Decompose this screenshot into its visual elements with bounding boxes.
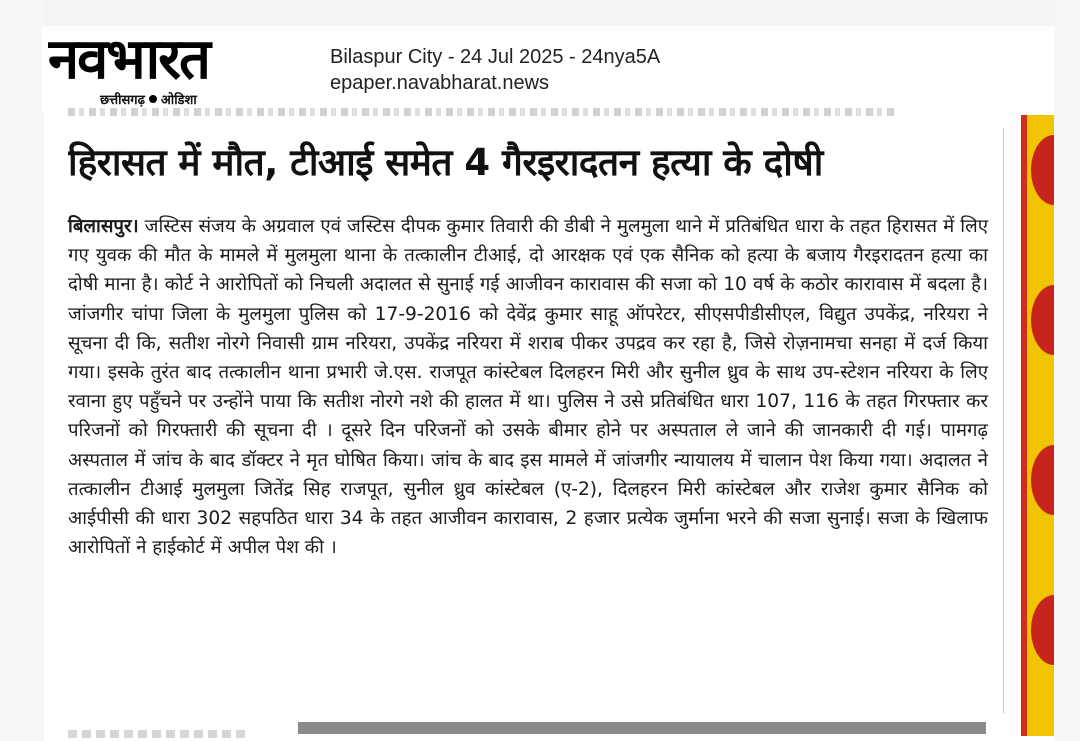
ad-red-shape <box>1031 135 1054 205</box>
next-article-cut-text <box>68 730 248 738</box>
bullet-dot-icon <box>149 95 157 103</box>
ad-red-shape <box>1031 285 1054 355</box>
article-body-text: जस्टिस संजय के अग्रवाल एवं जस्टिस दीपक कुमार तिवारी की डीबी ने मुलमुला थाने में प्रतिबंधित धारा के तहत हिरासत में लिए गए युवक की मौत के मामले में मुलमुला थाना के तत्कालीन टीआई, दो आरक्षक एवं एक सैनिक को हत्या के बजाय गैरइरादतन हत्या का दोषी माना है। कोर्ट ने आरोपितों को निचली अदालत से सुनाई गई आजीवन कारावास की सजा को 10 वर्ष के कठोर कारावास में बदला है। जांजगीर चांपा जिला के मुलमुला पुलिस को 17-9-2016 को देवेंद्र कुमार साहू ऑपरेटर, सीएसपीडीसीएल, विद्युत उपकेंद्र, नरियरा ने सूचना दी कि, सतीश नोरगे निवासी ग्राम नरियरा, उपकेंद्र नरियरा में शराब पीकर उपद्रव कर रहा है, जिसे रोज़नामचा सनहा में दर्ज किया गया। इसके तुरंत बाद तत्कालीन थाना प्रभारी जे.एस. राजपूत कांस्टेबल दिलहरन मिरी और सुनील ध्रुव के साथ उप-स्टेशन नरियरा के लिए रवाना हुए पहुँचने पर उन्होंने पाया कि सतीश नोरगे नशे की हालत में था। पुलिस ने उसे प्रतिबंधित धारा 107, 116 के तहत गिरफ्तार कर परिजनों को गिरफ्तारी की सूचना दी । दूसरे दिन परिजनों को उसके बीमार होने पर अस्पताल ले जाने की जानकारी दी गई। पामगढ़ अस्पताल में जांच के बाद डॉक्टर ने मृत घोषित किया। जांच के बाद इस मामले में जांजगीर न्यायालय में चालान पेश किया गया। अदालत ने तत्कालीन टीआई मुलमुला जितेंद्र सिह राजपूत, सुनील ध्रुव कांस्टेबल (ए-2), दिलहरन मिरी कांस्टेबल और राजेश कुमार सैनिक को आईपीसी की धारा 302 सहपठित धारा 34 के तहत आजीवन कारावास, 2 हजार प्रत्येक जुर्माना भरने की सजा सुनाई। सजा के खिलाफ आरोपितों ने हाईकोर्ट में अपील पेश की । <box>68 216 988 559</box>
previous-article-cut-text <box>68 108 898 116</box>
adjacent-advertisement-strip <box>1021 115 1054 736</box>
edition-meta <box>330 44 660 96</box>
ad-red-shape <box>1031 595 1054 665</box>
column-divider <box>1003 128 1004 713</box>
newspaper-logo <box>42 26 312 112</box>
article-body <box>68 212 988 562</box>
ad-red-shape <box>1031 445 1054 515</box>
article-dateline: बिलासपुर। <box>68 216 139 237</box>
article-headline: हिरासत में मौत, टीआई समेत 4 गैरइरादतन हत्या के दोषी <box>68 141 823 184</box>
next-article-bar <box>298 722 986 734</box>
page-top-margin <box>0 0 1080 26</box>
page-left-margin <box>0 0 44 741</box>
logo-region-left: छत्तीसगढ़ <box>100 93 145 108</box>
ad-red-edge <box>1021 115 1027 736</box>
logo-wordmark: नवभारत <box>48 28 209 92</box>
page-right-margin <box>1054 0 1080 741</box>
logo-region-right: ओडिशा <box>160 93 197 108</box>
epaper-url: epaper.navabharat.news <box>330 72 550 94</box>
edition-line: Bilaspur City - 24 Jul 2025 - 24nya5A <box>330 46 661 68</box>
